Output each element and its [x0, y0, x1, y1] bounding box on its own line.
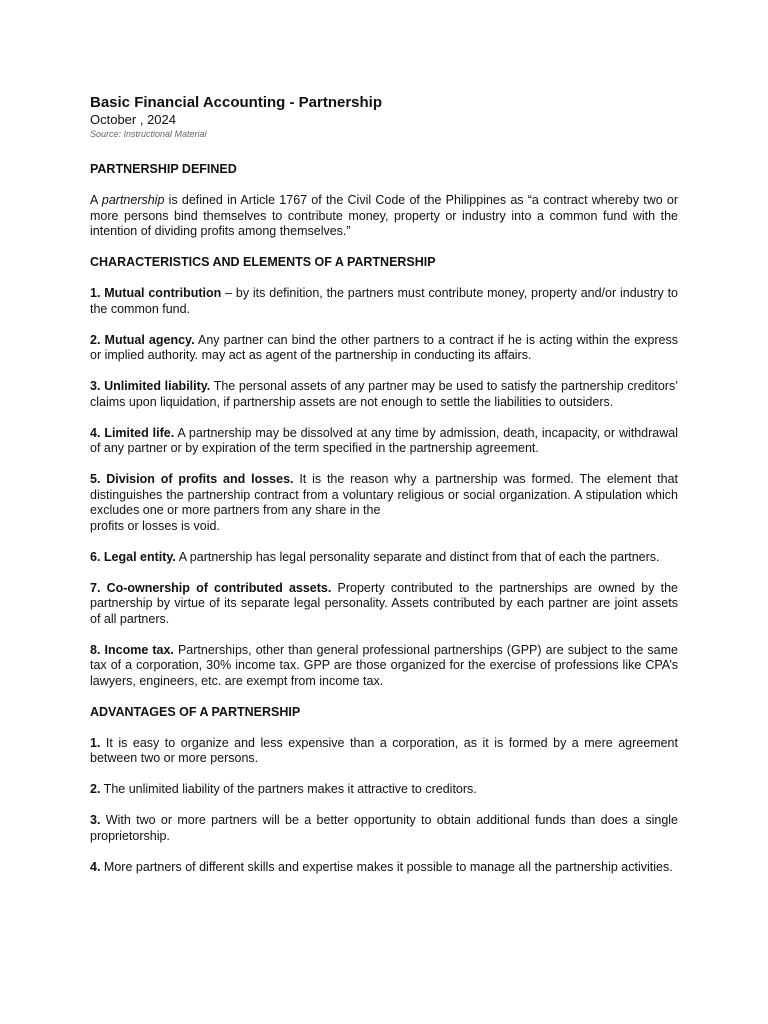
characteristic-item: [90, 643, 678, 690]
characteristic-label: 3. Unlimited liability.: [90, 379, 211, 393]
advantage-item: [90, 860, 678, 876]
document-title: Basic Financial Accounting - Partnership: [90, 94, 383, 111]
characteristic-text: The personal assets of any partner may be used to satisfy the partnership creditors’ claims upon liquidation, if partnership assets are not enough to settle the liabilities to outsiders.: [90, 379, 678, 409]
characteristic-text: It is the reason why a partnership was formed. The element that distinguishes the partnership contract from a voluntary religious or social organization. A stipulation which excludes one or more partners from any share in the: [90, 472, 678, 517]
characteristic-item: [90, 581, 678, 628]
section-heading-characteristics: CHARACTERISTICS AND ELEMENTS OF A PARTNERSHIP: [90, 255, 436, 269]
advantage-text: The unlimited liability of the partners makes it attractive to creditors.: [100, 782, 477, 796]
definition-text-after: is defined in Article 1767 of the Civil Code of the Philippines as “a contract whereby two or more persons bind themselves to contribute money, property or industry into a common fund with the intention of dividing profits among themselves.”: [90, 193, 678, 238]
section-heading-definition: PARTNERSHIP DEFINED: [90, 162, 237, 176]
characteristic-label: 2. Mutual agency.: [90, 332, 195, 347]
characteristic-text: Property contributed to the partnerships are owned by the partnership by virtue of its separate legal personality. Assets contributed by each partner are joint assets of all partners.: [90, 580, 678, 626]
characteristic-label: 6. Legal entity.: [90, 549, 176, 564]
document-source: Source: Instructional Material: [90, 129, 207, 139]
advantage-item: [90, 736, 678, 767]
advantage-label: 2.: [90, 782, 101, 796]
characteristic-label: 4. Limited life.: [90, 425, 175, 440]
characteristic-item: [90, 286, 678, 317]
characteristic-text: A partnership may be dissolved at any time by admission, death, incapacity, or withdrawal of any partner or by expiration of the term specified in the partnership agreement.: [90, 425, 678, 455]
characteristic-label: 5. Division of profits and losses.: [90, 472, 294, 486]
characteristic-item: [90, 379, 678, 410]
section-heading-advantages: ADVANTAGES OF A PARTNERSHIP: [90, 704, 301, 719]
advantage-label: 4.: [90, 859, 101, 874]
characteristic-text: Any partner can bind the other partners to a contract if he is acting within the express or implied authority. may act as agent of the partnership in conducting its affairs.: [90, 332, 678, 362]
advantage-label: 3.: [90, 813, 101, 827]
definition-term: partnership: [101, 193, 165, 207]
advantage-item: [90, 782, 678, 798]
characteristic-text: A partnership has legal personality separate and distinct from that of each the partners.: [175, 549, 660, 564]
characteristic-text: – by its definition, the partners must contribute money, property and/or industry to the common fund.: [90, 286, 678, 316]
advantage-label: 1.: [90, 735, 101, 750]
characteristic-item: [90, 472, 678, 534]
characteristic-item: [90, 426, 678, 457]
advantage-text: It is easy to organize and less expensive than a corporation, as it is formed by a mere agreement between two or more persons.: [90, 735, 678, 765]
advantage-text: More partners of different skills and expertise makes it possible to manage all the partnership activities.: [100, 859, 673, 874]
document-date: October , 2024: [90, 112, 176, 127]
advantage-text: With two or more partners will be a better opportunity to obtain additional funds than does a single proprietorship.: [90, 813, 678, 843]
characteristic-label: 1. Mutual contribution: [90, 286, 222, 300]
characteristic-continuation: profits or losses is void.: [90, 518, 220, 533]
document-page: [90, 94, 678, 891]
characteristic-item: [90, 550, 678, 566]
characteristic-label: 8. Income tax.: [90, 642, 174, 657]
characteristic-text: Partnerships, other than general professional partnerships (GPP) are subject to the same tax of a corporation, 30% income tax. GPP are those organized for the exercise of professions like CPA’s lawyers, engineers, etc. are exempt from income tax.: [90, 642, 678, 688]
advantage-item: [90, 813, 678, 844]
definition-text-before: A: [90, 193, 102, 207]
characteristic-label: 7. Co-ownership of contributed assets.: [90, 580, 332, 595]
definition-paragraph: [90, 193, 678, 240]
characteristic-item: [90, 333, 678, 364]
